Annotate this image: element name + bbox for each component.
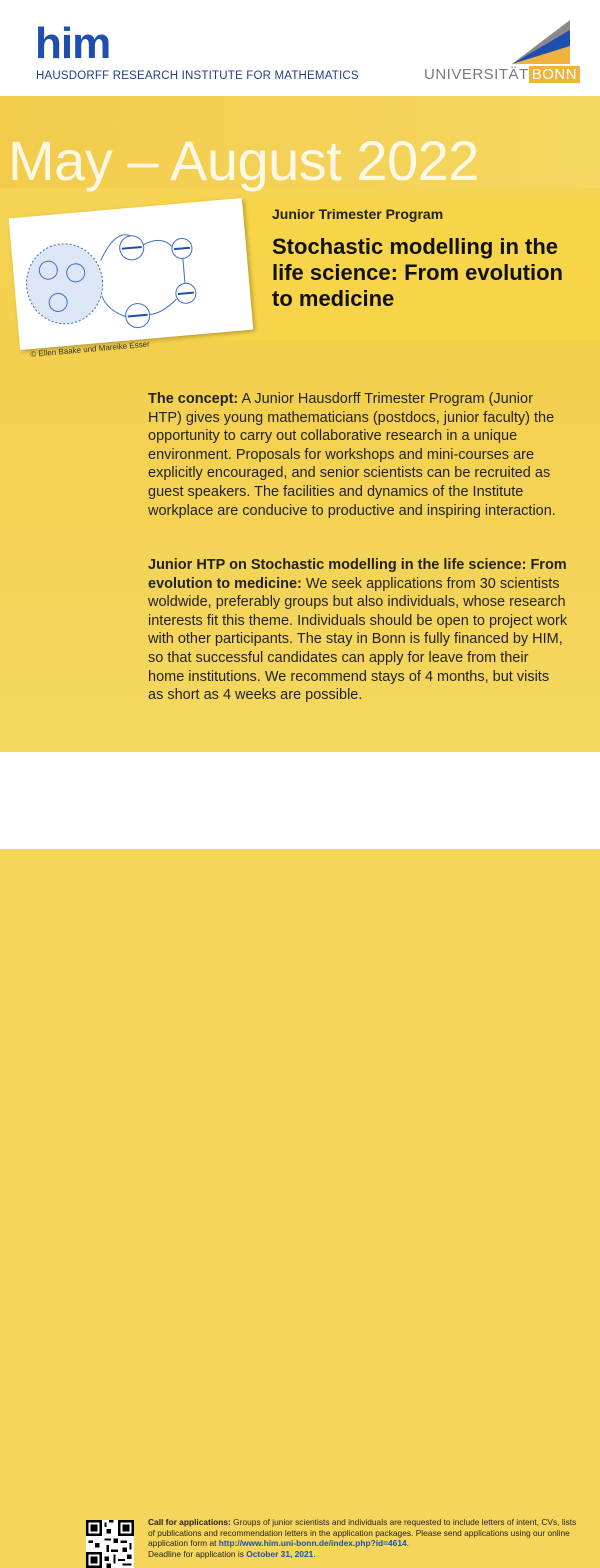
junior-htp-paragraph [148, 556, 568, 705]
header [0, 0, 600, 96]
call-for-applications: Call for applications: Groups of junior scientists and individuals are requested to include letters of intent, CVs, lists of publications and recommendation letters in the application packages. Please send applications using our online application form at http://www.him.uni-bonn.de/index.php?id=4614. Deadline for application is October 31, 2021. [148, 1517, 577, 1559]
junior-htp-text: We seek applications from 30 scientists woldwide, preferably groups but also individuals, whose research interests fit this theme. Individuals should be open to project work with other participants. The stay in Bonn is fully financed by HIM, so that successful candidates can apply for leave from their home institutions. We recommend stays of 4 months, but visits as short as 4 weeks are possible. [148, 575, 568, 704]
qr-code-icon [86, 1520, 134, 1568]
figure-credit: © Ellen Baake und Mareike Esser [30, 339, 151, 359]
call-text: Groups of junior scientists and individuals are requested to include letters of intent, CVs, lists of publications and recommendation letters in the application packages. Please send applications using our online application form at [148, 1517, 577, 1549]
program-label: Junior Trimester Program [272, 206, 444, 222]
application-link[interactable]: http://www.him.uni-bonn.de/index.php?id=4614 [218, 1538, 407, 1549]
deadline-text: Deadline for application is [148, 1548, 244, 1559]
university-suffix: BONN [529, 66, 580, 83]
university-name [424, 66, 580, 83]
concept-heading: The concept: [148, 391, 239, 407]
deadline-date: October 31, 2021 [246, 1548, 314, 1559]
date-title: May – August 2022 [8, 129, 479, 192]
junior-htp-heading: Junior HTP on Stochastic modelling in the life science: From evolution to medicine: [148, 557, 567, 592]
university-bonn-logo-icon [512, 20, 570, 64]
network-diagram-figure [9, 198, 254, 350]
institute-name: HAUSDORFF RESEARCH INSTITUTE FOR MATHEMATICS [36, 70, 359, 82]
footer [0, 752, 600, 1559]
concept-text: A Junior Hausdorff Trimester Program (Junior HTP) gives young mathematicians (postdocs, junior faculty) the opportunity to carry out collaborative research in a unique environment. Proposals for workshops and mini-courses are explicitly encouraged, and senior scientists can be recruited as guest speakers. The facilities and dynamics of the Institute workplace are conducive to productive and inspiring interaction. [148, 391, 556, 519]
him-logo: him [35, 19, 111, 68]
concept-paragraph [148, 390, 568, 520]
program-title: Stochastic modelling in the life science: From evolution to medicine [272, 234, 563, 311]
university-prefix: UNIVERSITÄT [424, 66, 529, 83]
call-heading: Call for applications: [148, 1517, 231, 1527]
